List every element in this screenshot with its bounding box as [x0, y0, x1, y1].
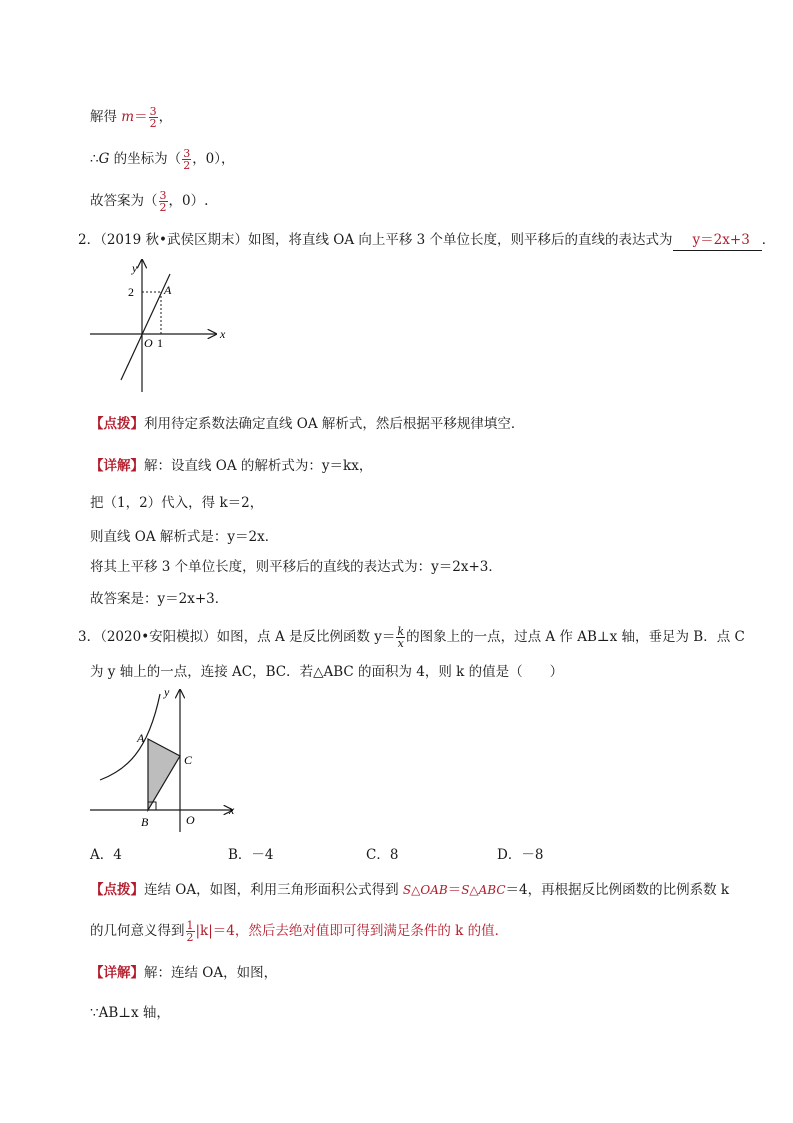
q3-detail-2: ∵AB⊥x 轴，	[90, 1005, 170, 1021]
coordinate-line: ∴G 的坐标为（ $\frac{3}{2}$ ，0），	[90, 147, 235, 172]
triangle-abc	[148, 739, 180, 810]
question-2: 2．（2019 秋•武侯区期末）如图，将直线 OA 向上平移 3 个单位长度，则平移后的直线的表达式为 y＝2x+3 ．	[78, 230, 775, 251]
fraction-three-halves: $\frac{3}{2}$	[159, 189, 167, 214]
q2-detail-2: 把（1，2）代入，得 k＝2，	[90, 495, 264, 511]
question-3: 3．（2020•安阳模拟）如图，点 A 是反比例函数 y＝ $\frac{k}{x}$ 的图象上的一点，过点 A 作 AB⊥x 轴，垂足为 B．点 C	[78, 625, 745, 650]
fraction-three-halves: $\frac{3}{2}$	[149, 105, 157, 130]
option-b[interactable]: B．－4	[228, 847, 274, 863]
q3-hint-2: 的几何意义得到 $\frac{1}{2}$ |k|＝4，然后去绝对值即可得到满足条件的 k 的值．	[90, 919, 509, 944]
fraction-one-half: $\frac{1}{2}$	[186, 919, 194, 944]
q3-detail-1: 【详解】解：连结 OA，如图，	[90, 965, 278, 981]
q2-detail-5: 故答案是：y＝2x+3．	[90, 591, 229, 607]
option-d[interactable]: D．－8	[497, 847, 544, 863]
solve-line: 解得 m＝ $\frac{3}{2}$ ，	[90, 105, 173, 130]
fraction-three-halves: $\frac{3}{2}$	[183, 147, 191, 172]
q2-detail-1: 【详解】解：设直线 OA 的解析式为：y＝kx，	[90, 458, 373, 474]
origin-label: O	[186, 813, 195, 827]
q2-detail-3: 则直线 OA 解析式是：y＝2x．	[90, 529, 279, 545]
y-label: y	[132, 261, 138, 275]
question-3-cont: 为 y 轴上的一点，连接 AC，BC．若△ABC 的面积为 4，则 k 的值是（ ）	[90, 664, 564, 680]
hyperbola-triangle-graph	[86, 686, 246, 836]
answer-blank: y＝2x+3	[673, 230, 762, 251]
origin-label: O	[144, 336, 153, 350]
q3-hint-1: 【点拨】连结 OA，如图，利用三角形面积公式得到 S△OAB＝S△ABC＝4，再根据反比例函数的比例系数 k	[90, 882, 730, 898]
y-label: y	[164, 686, 170, 699]
option-a[interactable]: A．4	[90, 847, 122, 863]
point-c-label: C	[184, 753, 193, 767]
option-c[interactable]: C．8	[366, 847, 399, 863]
x-label: x	[220, 327, 226, 341]
x-label: x	[229, 803, 235, 817]
point-a-label: A	[164, 283, 172, 297]
point-b-label: B	[141, 815, 149, 829]
line-oa-graph	[88, 254, 238, 394]
q2-hint: 【点拨】利用待定系数法确定直线 OA 解析式，然后根据平移规律填空．	[90, 416, 525, 432]
answer-line: 故答案为（ $\frac{3}{2}$ ，0）.	[90, 189, 209, 214]
fraction-k-over-x: $\frac{k}{x}$	[397, 625, 405, 650]
y-tick-label: 2	[128, 285, 134, 299]
point-a-label: A	[137, 731, 145, 745]
x-tick-label: 1	[157, 336, 163, 350]
q2-detail-4: 将其上平移 3 个单位长度，则平移后的直线的表达式为：y＝2x+3．	[90, 559, 502, 575]
